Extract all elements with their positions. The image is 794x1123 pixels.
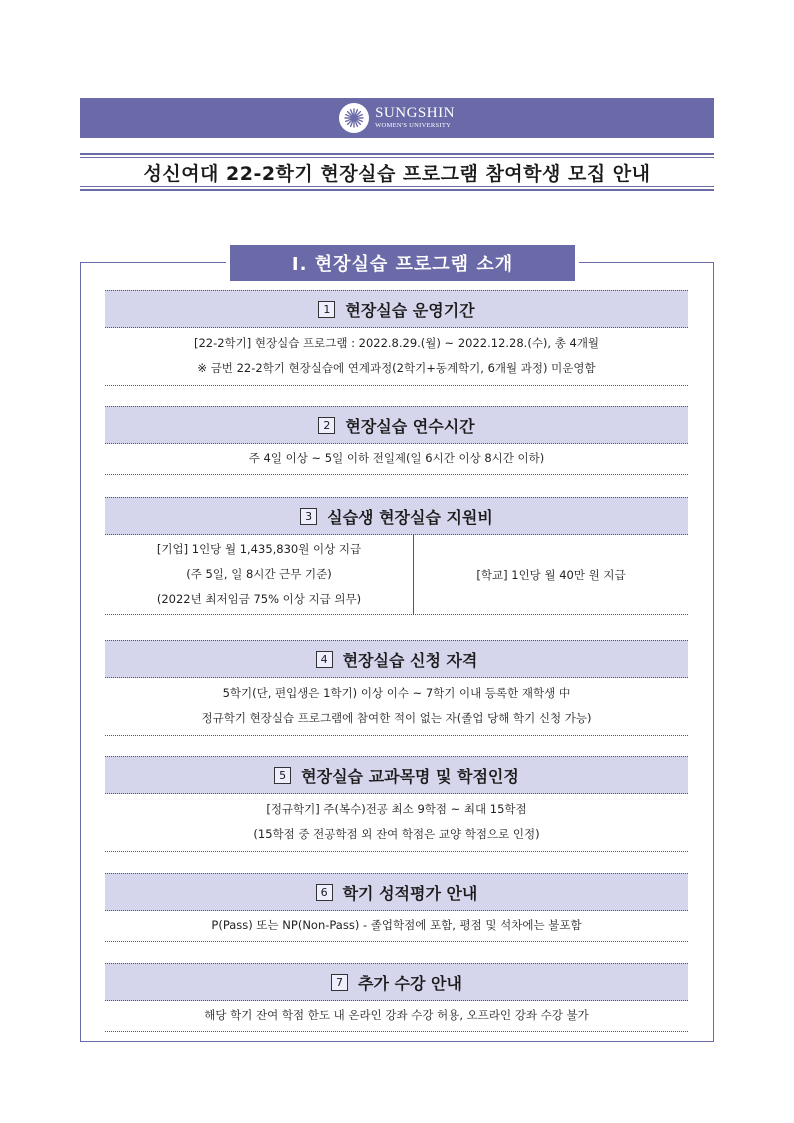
- block-heading-text: 학기 성적평가 안내: [342, 883, 478, 903]
- document-title: 성신여대 22-2학기 현장실습 프로그램 참여학생 모집 안내: [143, 162, 651, 185]
- block-heading: [105, 963, 688, 1001]
- header-banner: [80, 98, 714, 138]
- number-box: 2: [318, 417, 335, 434]
- body-line: 주 4일 이상 ~ 5일 이하 전일제(일 6시간 이상 8시간 이하): [248, 451, 545, 465]
- block-heading: [105, 406, 688, 444]
- block-body: [105, 911, 688, 942]
- school-support-cell: [414, 535, 688, 614]
- body-line: [22-2학기] 현장실습 프로그램 : 2022.8.29.(월) ~ 2022.12.28.(수), 총 4개월: [193, 336, 600, 350]
- block-additional-courses: [105, 963, 688, 1032]
- block-body: [105, 678, 688, 736]
- block-heading-text: 추가 수강 안내: [358, 973, 462, 993]
- school-support-text: [학교] 1인당 월 40만 원 지급: [476, 567, 626, 582]
- block-body: [105, 794, 688, 852]
- number-box: 7: [331, 974, 348, 991]
- support-table: [105, 535, 688, 615]
- body-line: (2022년 최저임금 75% 이상 지급 의무): [156, 592, 362, 606]
- block-heading-text: 실습생 현장실습 지원비: [327, 507, 493, 527]
- block-training-hours: [105, 406, 688, 475]
- university-logo: [339, 103, 455, 133]
- section-title: Ⅰ. 현장실습 프로그램 소개: [230, 245, 575, 281]
- logo-subtitle: WOMEN'S UNIVERSITY: [375, 122, 452, 130]
- block-heading-text: 현장실습 연수시간: [345, 416, 475, 436]
- block-body: [105, 444, 688, 475]
- block-eligibility: [105, 640, 688, 736]
- body-line: P(Pass) 또는 NP(Non-Pass) - 졸업학점에 포함, 평점 및 석차에는 불포함: [211, 918, 582, 932]
- document-title-bar: [80, 153, 714, 191]
- body-line: (15학점 중 전공학점 외 잔여 학점은 교양 학점으로 인정): [253, 827, 540, 841]
- block-support-fee: [105, 497, 688, 615]
- body-line: [기업] 1인당 월 1,435,830원 이상 지급: [156, 542, 362, 556]
- body-line: 해당 학기 잔여 학점 한도 내 온라인 강좌 수강 허용, 오프라인 강좌 수강 불가: [204, 1008, 589, 1022]
- body-line: [정규학기] 주(복수)전공 최소 9학점 ~ 최대 15학점: [266, 802, 527, 816]
- block-course-credit: [105, 756, 688, 852]
- logo-name: SUNGSHIN: [375, 105, 455, 122]
- block-heading-text: 현장실습 신청 자격: [342, 650, 478, 670]
- body-line: 정규학기 현장실습 프로그램에 참여한 적이 없는 자(졸업 당해 학기 신청 가능): [201, 711, 592, 725]
- number-box: 4: [316, 651, 333, 668]
- block-heading: [105, 873, 688, 911]
- block-operation-period: [105, 290, 688, 386]
- sungshin-emblem-icon: [339, 103, 369, 133]
- block-heading: [105, 497, 688, 535]
- company-support-cell: [105, 535, 414, 614]
- number-box: 6: [316, 884, 333, 901]
- block-grading: [105, 873, 688, 942]
- block-body: [105, 328, 688, 386]
- block-heading: [105, 640, 688, 678]
- block-heading: [105, 290, 688, 328]
- body-line: (주 5일, 일 8시간 근무 기준): [186, 567, 332, 581]
- body-line: ※ 금번 22-2학기 현장실습에 연계과정(2학기+동계학기, 6개월 과정) 미운영함: [197, 361, 596, 375]
- number-box: 3: [300, 508, 317, 525]
- block-heading-text: 현장실습 운영기간: [345, 300, 475, 320]
- block-heading-text: 현장실습 교과목명 및 학점인정: [301, 766, 519, 786]
- block-body: [105, 1001, 688, 1032]
- number-box: 1: [318, 301, 335, 318]
- body-line: 5학기(단, 편입생은 1학기) 이상 이수 ~ 7학기 이내 등록한 재학생 中: [222, 686, 571, 700]
- block-heading: [105, 756, 688, 794]
- number-box: 5: [274, 767, 291, 784]
